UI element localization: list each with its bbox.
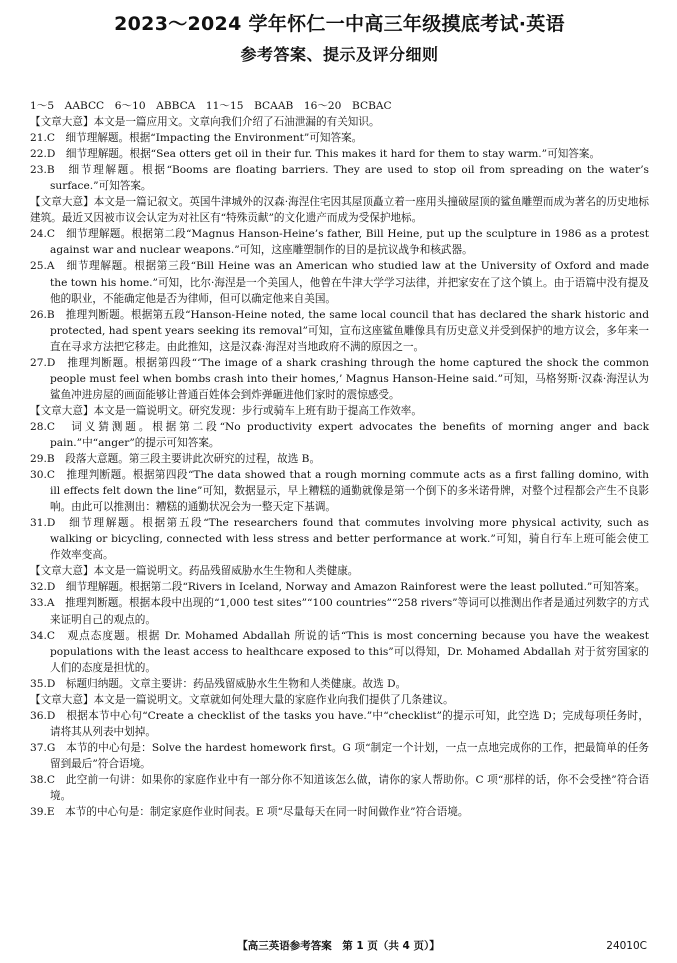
answer-item: 29.B 段落大意题。第三段主要讲此次研究的过程，故选 B。 xyxy=(30,453,321,466)
footer-code: 24010C xyxy=(606,940,647,952)
answer-item: 21.C 细节理解题。根据“Impacting the Environment”可知答案。 xyxy=(30,132,363,145)
page-footer xyxy=(0,939,677,953)
summary-line: 1～5 AABCC 6～10 ABBCA 11～15 BCAAB 16～20 BCBAC xyxy=(30,100,392,112)
answer-item: 23.B 细节理解题。根据“Booms are floating barriers. They are used to stop oil from spreading on the water’s surface.”可知答案。 xyxy=(30,164,649,193)
answer-item: 22.D 细节理解题。根据“Sea otters get oil in their fur. This makes it hard for them to stay warm.”可知答案。 xyxy=(30,148,601,161)
summary-line: 【文章大意】本文是一篇应用文。文章向我们介绍了石油泄漏的有关知识。 xyxy=(30,116,380,129)
answer-item: 27.D 推理判断题。根据第四段“‘The image of a shark crashing through the home captured the shock the common people must feel when bombs crash into their homes,’ Magnus Hanson-Heine said.”可知，马格努斯·汉森·海涅认为鲨鱼冲进房屋的画面能够让普通百姓体会到炸弹砸进他们家时的震惊感受。 xyxy=(30,356,649,401)
answer-item: 33.A 推理判断题。根据本段中出现的“1,000 test sites”“100 countries”“258 rivers”等词可以推测出作者是通过列数字的方式来证明自己的观点的。 xyxy=(30,597,649,626)
page-subtitle: 参考答案、提示及评分细则 xyxy=(240,45,439,64)
answer-item: 35.D 标题归纳题。文章主要讲：药品残留威胁水生生物和人类健康。故选 D。 xyxy=(30,677,407,690)
answer-item: 28.C 词义猜测题。根据第二段“No productivity expert advocates the benefits of morning anger and back pain.”中“anger”的提示可知答案。 xyxy=(30,420,649,449)
answer-item: 34.C 观点态度题。根据 Dr. Mohamed Abdallah 所说的话“This is most concerning because you have the weakest populations with the least access to healthcare exposed to this”可以得知，Dr. Mohamed Abdallah 对于贫穷国家的人们的态度是担忧的。 xyxy=(30,629,649,674)
answer-item: 36.D 根据本节中心句“Create a checklist of the tasks you have.”中“checklist”的提示可知，此空选 D；完成每项任务时，请将其从列表中划掉。 xyxy=(30,709,649,738)
page-title: 2023～2024 学年怀仁一中高三年级摸底考试·英语 xyxy=(114,13,565,35)
answer-item: 39.E 本节的中心句是：制定家庭作业时间表。E 项“尽量每天在同一时间做作业”符合语境。 xyxy=(30,806,469,819)
answer-item: 30.C 推理判断题。根据第四段“The data showed that a rough morning commute acts as a first falling domino, with ill effects felt down the line”可知，数据显示，早上糟糕的通勤就像是第一个倒下的多米诺骨牌，对整个过程都会产生不良影响。由此可以推测出：糟糕的通勤状况会为一整天定下基调。 xyxy=(30,469,649,514)
footer-page-info: 【高三英语参考答案 第 1 页（共 4 页）】 xyxy=(237,940,440,952)
answer-content xyxy=(30,98,649,820)
answer-item: 25.A 细节理解题。根据第三段“Bill Heine was an American who studied law at the University of Oxford and made the town his home.”可知，比尔·海涅是一个美国人，他曾在牛津大学学习法律，并把家安在了这个镇上。由于语篇中没有提及他的职业，不能确定他是否为律师，但可以确定他来自美国。 xyxy=(30,260,649,305)
summary-line: 【文章大意】本文是一篇记叙文。英国牛津城外的汉森·海涅住宅因其屋顶矗立着一座用头撞破屋顶的鲨鱼雕塑而成为著名的历史地标建筑。最近又因被市议会认定为对社区有“特殊贡献”的文化遗产而成为受保护地标。 xyxy=(30,196,649,225)
answer-item: 32.D 细节理解题。根据第二段“Rivers in Iceland, Norway and Amazon Rainforest were the least polluted.”可知答案。 xyxy=(30,581,646,594)
summary-line: 【文章大意】本文是一篇说明文。研究发现：步行或骑车上班有助于提高工作效率。 xyxy=(30,404,422,417)
summary-line: 【文章大意】本文是一篇说明文。药品残留威胁水生生物和人类健康。 xyxy=(30,565,359,578)
answer-item: 31.D 细节理解题。根据第五段“The researchers found that commutes involving more physical activity, such as walking or bicycling, connected with less stress and better performance at work.”可知，骑自行车上班可能会使工作效率变高。 xyxy=(30,517,649,562)
answer-item: 37.G 本节的中心句是：Solve the hardest homework first。G 项“制定一个计划，一点一点地完成你的工作，把最简单的任务留到最后”符合语境。 xyxy=(30,741,649,770)
answer-item: 26.B 推理判断题。根据第五段“Hanson-Heine noted, the same local council that has declared the shark historic and protected, had spent years seeking its removal”可知，宣布这座鲨鱼雕像具有历史意义并受到保护的地方议会，多年来一直在寻求方法把它移走。由此推知，这是汉森·海涅对当地政府不满的原因之一。 xyxy=(30,308,649,353)
summary-line: 【文章大意】本文是一篇说明文。文章就如何处理大量的家庭作业向我们提供了几条建议。 xyxy=(30,693,454,706)
answer-item: 24.C 细节理解题。根据第二段“Magnus Hanson-Heine’s father, Bill Heine, put up the sculpture in 1986 as a protest against war and nuclear weapons.”可知，这座雕塑制作的目的是抗议战争和核武器。 xyxy=(30,228,649,257)
answer-item: 38.C 此空前一句讲：如果你的家庭作业中有一部分你不知道该怎么做，请你的家人帮助你。C 项“那样的话，你不会受挫”符合语境。 xyxy=(30,773,649,803)
